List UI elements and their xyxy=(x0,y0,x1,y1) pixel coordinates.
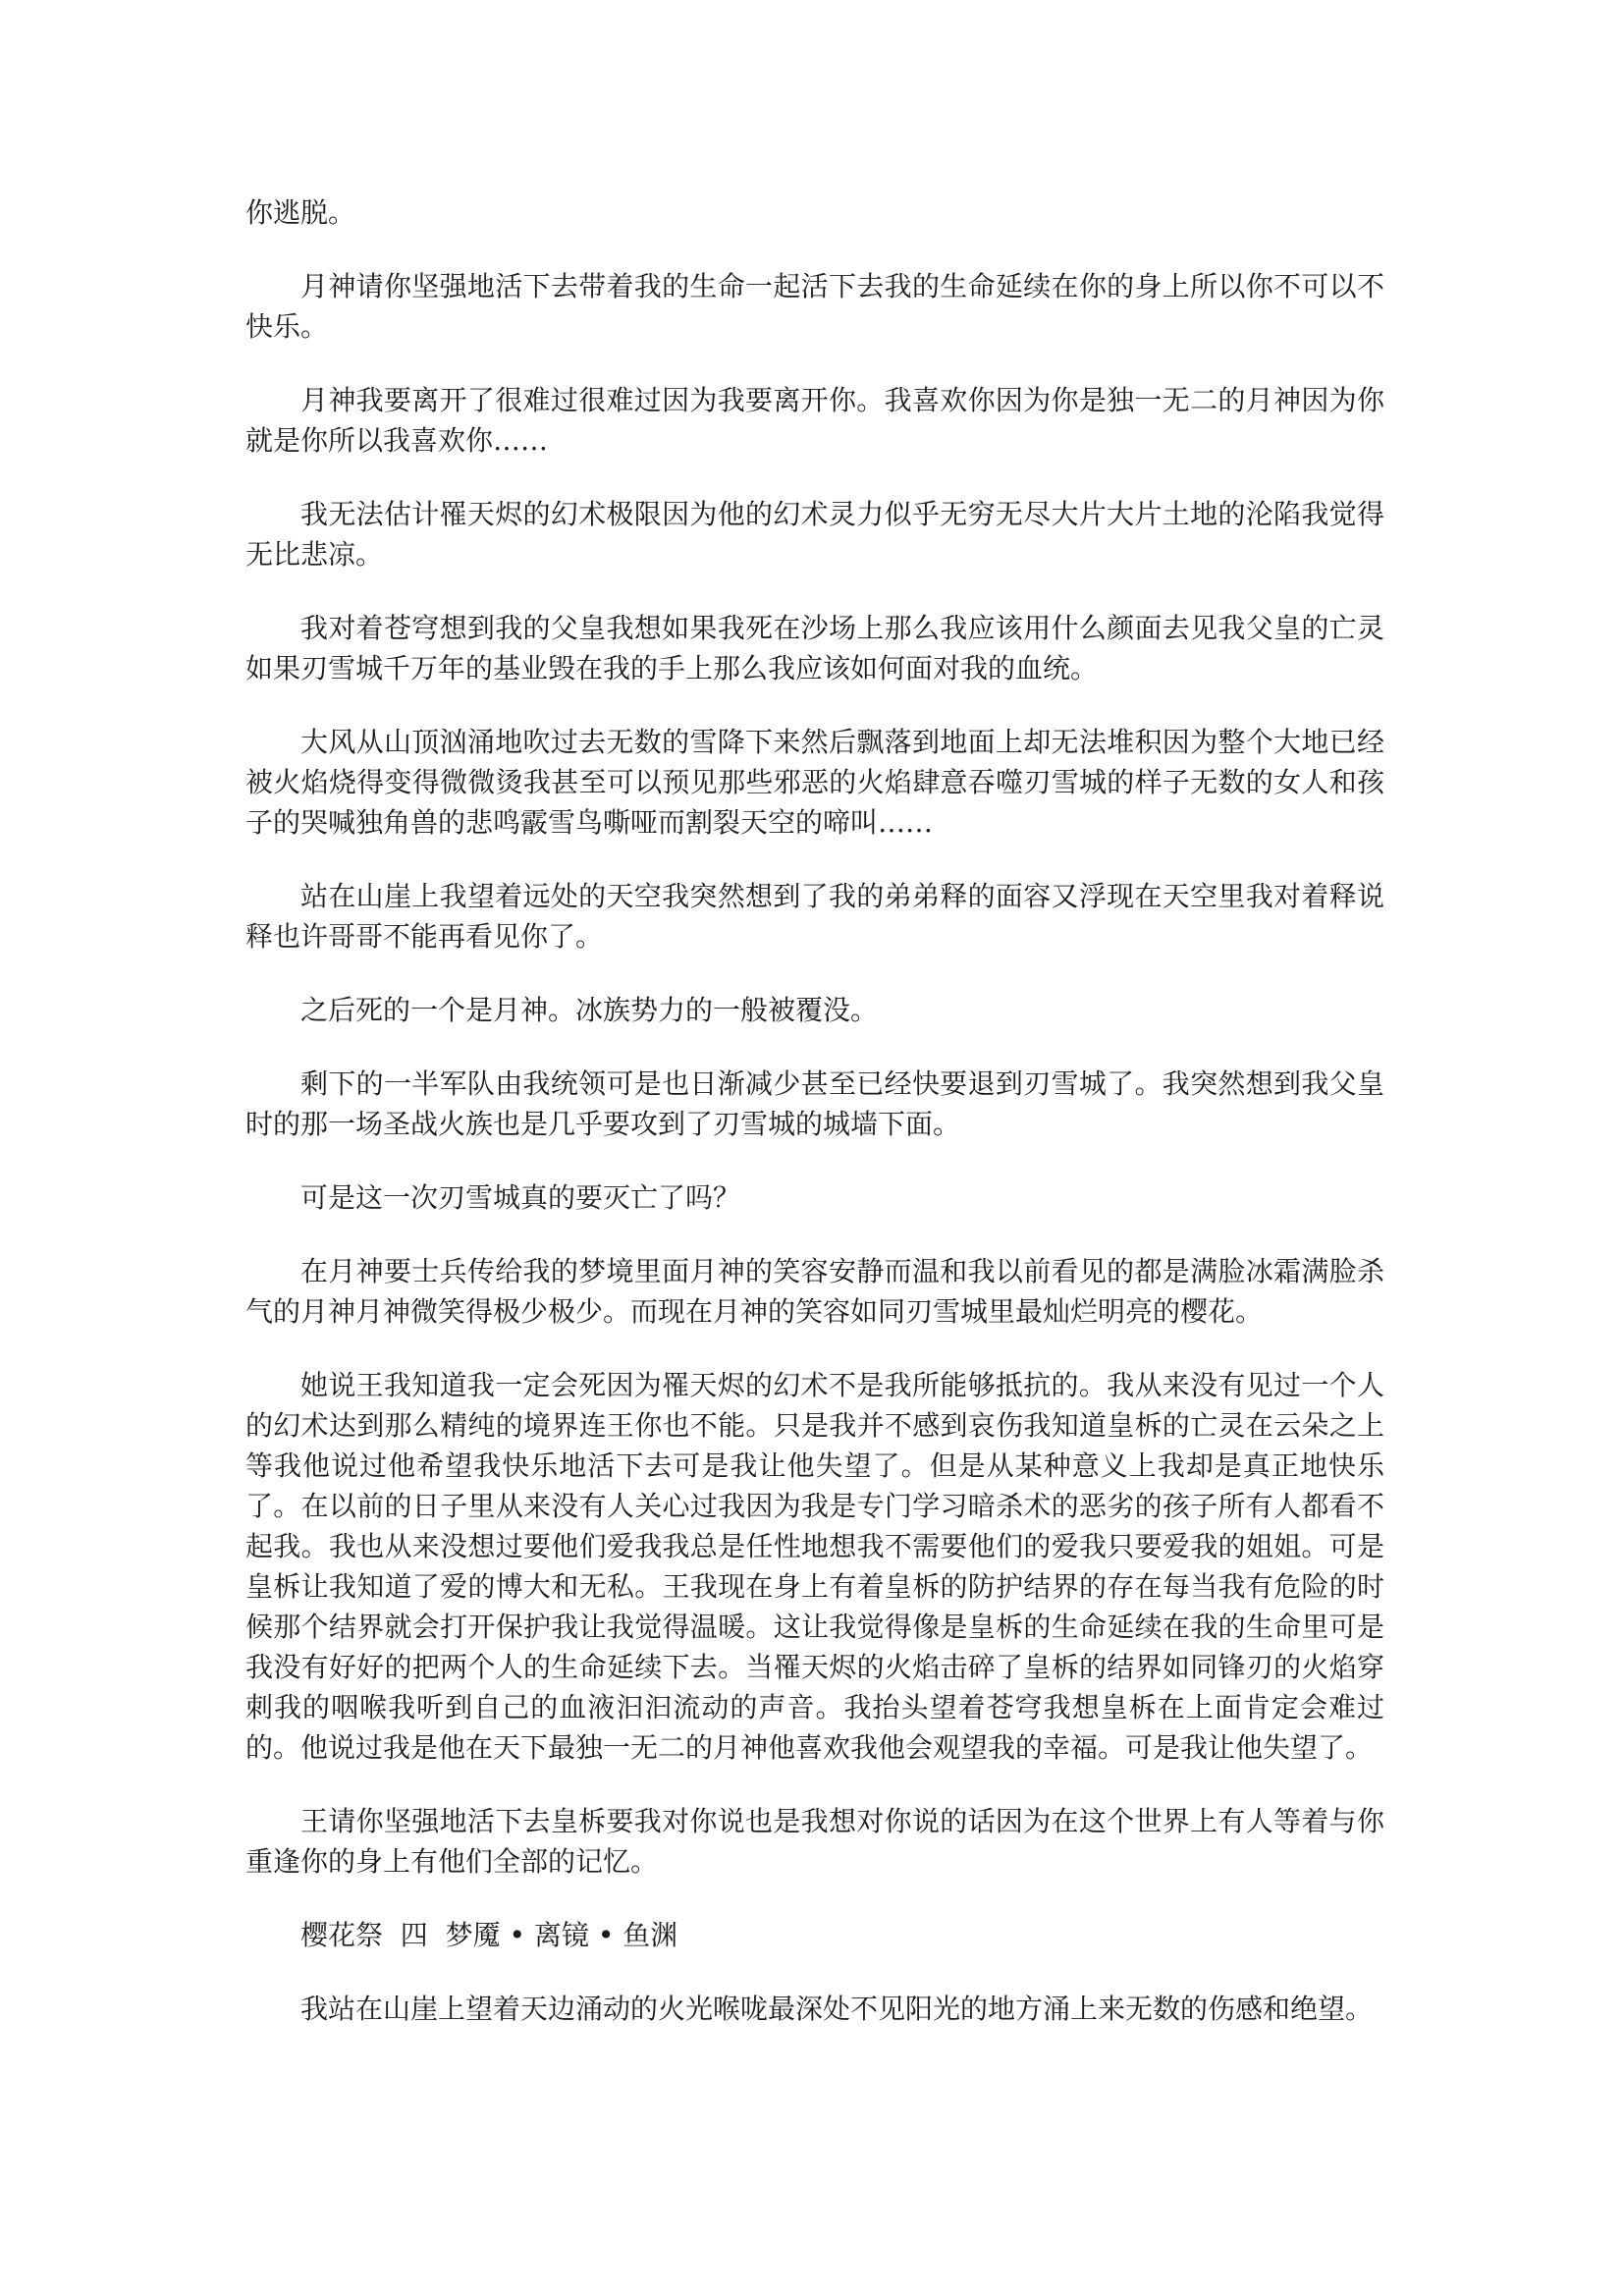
paragraph: 她说王我知道我一定会死因为罹天烬的幻术不是我所能够抵抗的。我从来没有见过一个人的幻术达到那么精纯的境界连王你也不能。只是我并不感到哀伤我知道皇柝的亡灵在云朵之上等我他说过他希望我快乐地活下去可是我让他失望了。但是从某种意义上我却是真正地快乐了。在以前的日子里从来没有人关心过我因为我是专门学习暗杀术的恶劣的孩子所有人都看不起我。我也从来没想过要他们爱我我总是任性地想我不需要他们的爱我只要爱我的姐姐。可是皇柝让我知道了爱的博大和无私。王我现在身上有着皇柝的防护结界的存在每当我有危险的时候那个结界就会打开保护我让我觉得温暖。这让我觉得像是皇柝的生命延续在我的生命里可是我没有好好的把两个人的生命延续下去。当罹天烬的火焰击碎了皇柝的结界如同锋刃的火焰穿刺我的咽喉我听到自己的血液汩汩流动的声音。我抬头望着苍穹我想皇柝在上面肯定会难过的。他说过我是他在天下最独一无二的月神他喜欢我他会观望我的幸福。可是我让他失望了。 xyxy=(245,1369,1384,1764)
chapter-heading: 樱花祭 四 梦魇 • 离镜 • 鱼渊 xyxy=(300,1919,678,1951)
paragraph: 月神请你坚强地活下去带着我的生命一起活下去我的生命延续在你的身上所以你不可以不快乐。 xyxy=(245,270,1384,343)
paragraph: 在月神要士兵传给我的梦境里面月神的笑容安静而温和我以前看见的都是满脸冰霜满脸杀气的月神月神微笑得极少极少。而现在月神的笑容如同刃雪城里最灿烂明亮的樱花。 xyxy=(245,1255,1384,1328)
paragraph: 之后死的一个是月神。冰族势力的一般被覆没。 xyxy=(300,994,879,1026)
document-body xyxy=(245,192,1384,2062)
paragraph: 站在山崖上我望着远处的天空我突然想到了我的弟弟释的面容又浮现在天空里我对着释说释也许哥哥不能再看见你了。 xyxy=(245,880,1384,953)
paragraph: 王请你坚强地活下去皇柝要我对你说也是我想对你说的话因为在这个世界上有人等着与你重逢你的身上有他们全部的记忆。 xyxy=(245,1805,1384,1878)
paragraph: 大风从山顶汹涌地吹过去无数的雪降下来然后飘落到地面上却无法堆积因为整个大地已经被火焰烧得变得微微烫我甚至可以预见那些邪恶的火焰肆意吞噬刃雪城的样子无数的女人和孩子的哭喊独角兽的悲鸣霰雪鸟嘶哑而割裂天空的啼叫…… xyxy=(245,726,1384,839)
paragraph: 可是这一次刃雪城真的要灭亡了吗？ xyxy=(300,1181,741,1214)
paragraph: 剩下的一半军队由我统领可是也日渐减少甚至已经快要退到刃雪城了。我突然想到我父皇时的那一场圣战火族也是几乎要攻到了刃雪城的城墙下面。 xyxy=(245,1067,1384,1140)
paragraph: 我对着苍穹想到我的父皇我想如果我死在沙场上那么我应该用什么颜面去见我父皇的亡灵如果刃雪城千万年的基业毁在我的手上那么我应该如何面对我的血统。 xyxy=(245,612,1384,684)
paragraph: 你逃脱。 xyxy=(245,196,356,229)
paragraph: 月神我要离开了很难过很难过因为我要离开你。我喜欢你因为你是独一无二的月神因为你就是你所以我喜欢你…… xyxy=(245,384,1384,457)
paragraph: 我无法估计罹天烬的幻术极限因为他的幻术灵力似乎无穷无尽大片大片土地的沦陷我觉得无比悲凉。 xyxy=(245,498,1384,571)
paragraph: 我站在山崖上望着天边涌动的火光喉咙最深处不见阳光的地方涌上来无数的伤感和绝望。 xyxy=(300,1993,1374,2025)
